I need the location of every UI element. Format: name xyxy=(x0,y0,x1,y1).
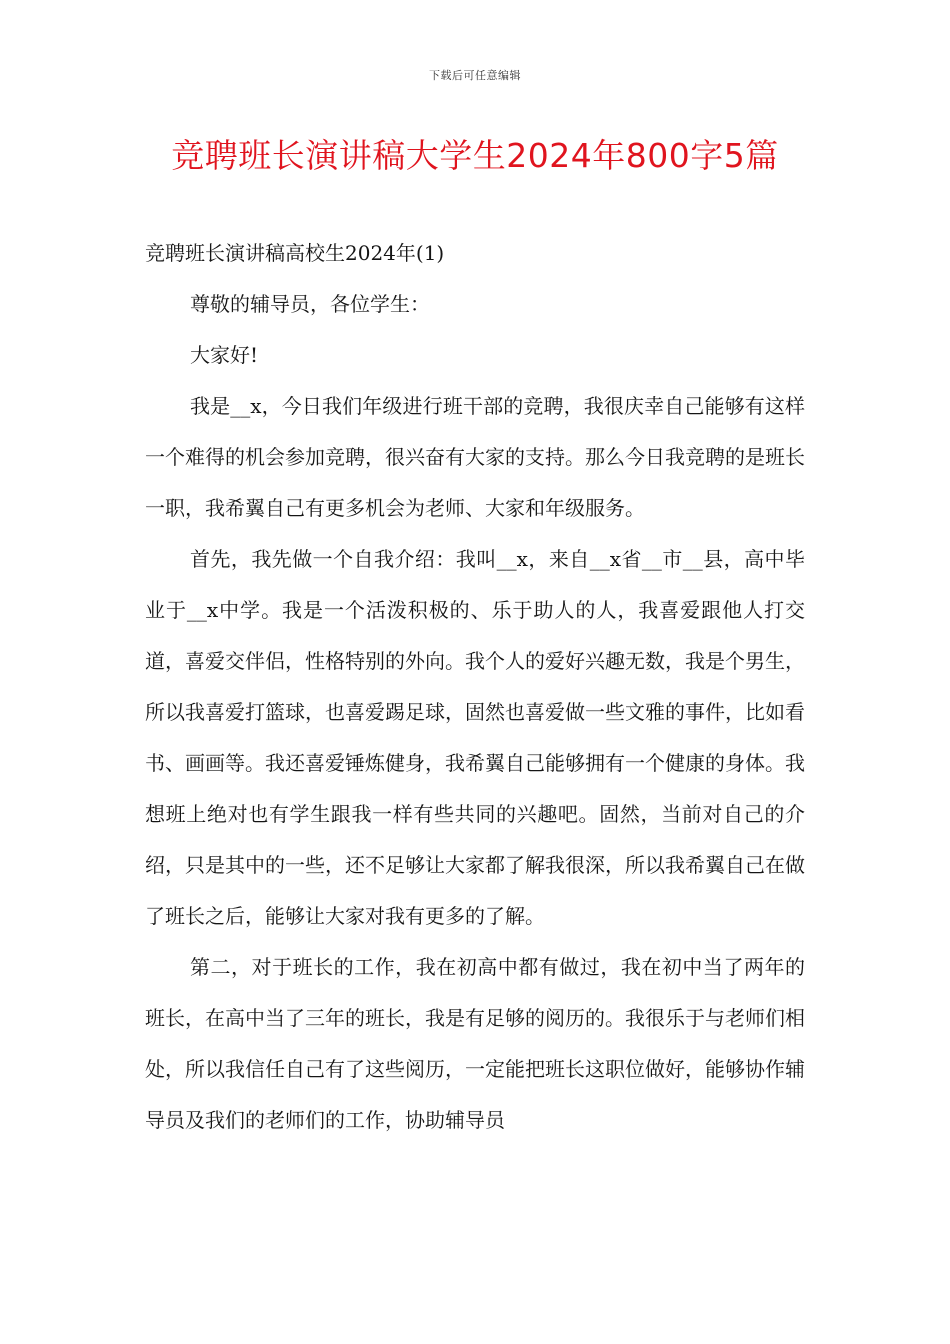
header-note: 下载后可任意编辑 xyxy=(429,69,521,82)
paragraph-self-introduction: 首先，我先做一个自我介绍：我叫__x，来自__x省__市__县，高中毕业于__x中学。我是一个活泼积极的、乐于助人的人，我喜爱跟他人打交道，喜爱交伴侣，性格特别的外向。我个人的爱好兴趣无数，我是个男生，所以我喜爱打篮球，也喜爱踢足球，固然也喜爱做一些文雅的事件，比如看书、画画等。我还喜爱锤炼健身，我希翼自己能够拥有一个健康的身体。我想班上绝对也有学生跟我一样有些共同的兴趣吧。固然，当前对自己的介绍，只是其中的一些，还不足够让大家都了解我很深，所以我希翼自己在做了班长之后，能够让大家对我有更多的了解。 xyxy=(145,547,805,928)
document-body xyxy=(145,228,805,1146)
paragraph-salutation: 尊敬的辅导员，各位学生： xyxy=(190,292,430,316)
section-title: 竞聘班长演讲稿高校生2024年(1) xyxy=(145,241,445,265)
paragraph-experience: 第二，对于班长的工作，我在初高中都有做过，我在初中当了两年的班长，在高中当了三年的班长，我是有足够的阅历的。我很乐于与老师们相处，所以我信任自己有了这些阅历，一定能把班长这职位做好，能够协作辅导员及我们的老师们的工作，协助辅导员 xyxy=(145,955,805,1132)
paragraph-intro: 我是__x，今日我们年级进行班干部的竞聘，我很庆幸自己能够有这样一个难得的机会参加竞聘，很兴奋有大家的支持。那么今日我竞聘的是班长一职，我希翼自己有更多机会为老师、大家和年级服务。 xyxy=(145,394,805,520)
paragraph-greeting: 大家好! xyxy=(190,343,259,367)
document-title: 竞聘班长演讲稿大学生2024年800字5篇 xyxy=(171,136,779,175)
